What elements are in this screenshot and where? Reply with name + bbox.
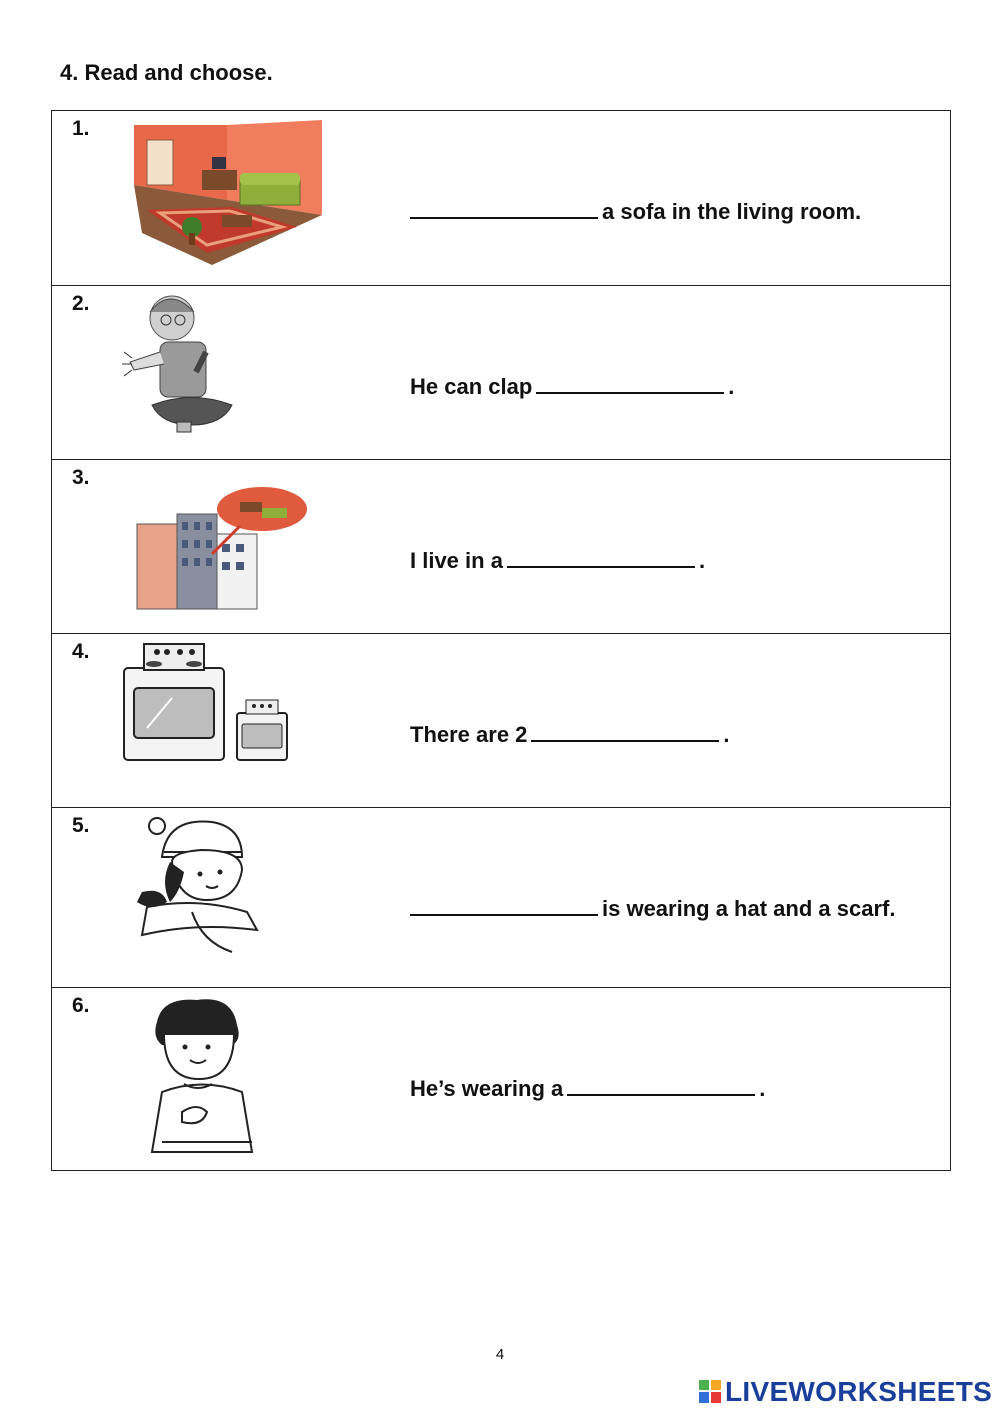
sentence-6 xyxy=(410,1076,765,1102)
item-number: 4. xyxy=(72,640,90,663)
item-number: 5. xyxy=(72,814,90,837)
sentence-5 xyxy=(410,896,895,922)
answer-blank[interactable] xyxy=(536,374,724,394)
answer-blank[interactable] xyxy=(410,199,598,219)
page-number: 4 xyxy=(495,1346,505,1363)
sentence-after: . xyxy=(723,722,730,747)
stoves-illustration xyxy=(122,638,332,803)
brand-name: LIVEWORKSHEETS xyxy=(725,1376,993,1407)
exercise-heading: 4. Read and choose. xyxy=(60,60,273,85)
answer-blank[interactable] xyxy=(567,1076,755,1096)
exercise-row-1 xyxy=(52,111,950,286)
boy-clapping-illustration xyxy=(122,290,332,455)
sentence-3 xyxy=(410,548,705,574)
sentence-1 xyxy=(410,199,861,225)
item-number: 2. xyxy=(72,292,90,315)
apartment-building-illustration xyxy=(122,464,332,629)
exercise-table xyxy=(51,110,951,1171)
sentence-after: . xyxy=(698,548,706,573)
sentence-after: is wearing a hat and a scarf. xyxy=(602,896,896,921)
item-number: 6. xyxy=(72,994,90,1017)
answer-blank[interactable] xyxy=(410,896,598,916)
exercise-row-4 xyxy=(52,634,950,808)
liveworksheets-logo xyxy=(698,1376,992,1408)
answer-blank[interactable] xyxy=(531,722,719,742)
sentence-4 xyxy=(410,722,730,748)
boy-sweater-illustration xyxy=(122,992,332,1157)
item-number: 3. xyxy=(72,466,90,489)
liveworksheets-logo-icon xyxy=(698,1379,722,1405)
sentence-before: I live in a xyxy=(410,548,503,573)
answer-blank[interactable] xyxy=(507,548,695,568)
living-room-illustration xyxy=(122,115,332,280)
sentence-2 xyxy=(410,374,734,400)
sentence-after: a sofa in the living room. xyxy=(602,199,862,224)
sentence-before: He’s wearing a xyxy=(410,1076,564,1101)
exercise-row-3 xyxy=(52,460,950,634)
girl-hat-scarf-illustration xyxy=(122,812,332,977)
sentence-after: . xyxy=(759,1076,766,1101)
sentence-before: He can clap xyxy=(410,374,533,399)
item-number: 1. xyxy=(72,117,90,140)
sentence-before: There are 2 xyxy=(410,722,528,747)
exercise-row-2 xyxy=(52,286,950,460)
exercise-row-5 xyxy=(52,808,950,988)
sentence-after: . xyxy=(728,374,735,399)
exercise-row-6 xyxy=(52,988,950,1172)
